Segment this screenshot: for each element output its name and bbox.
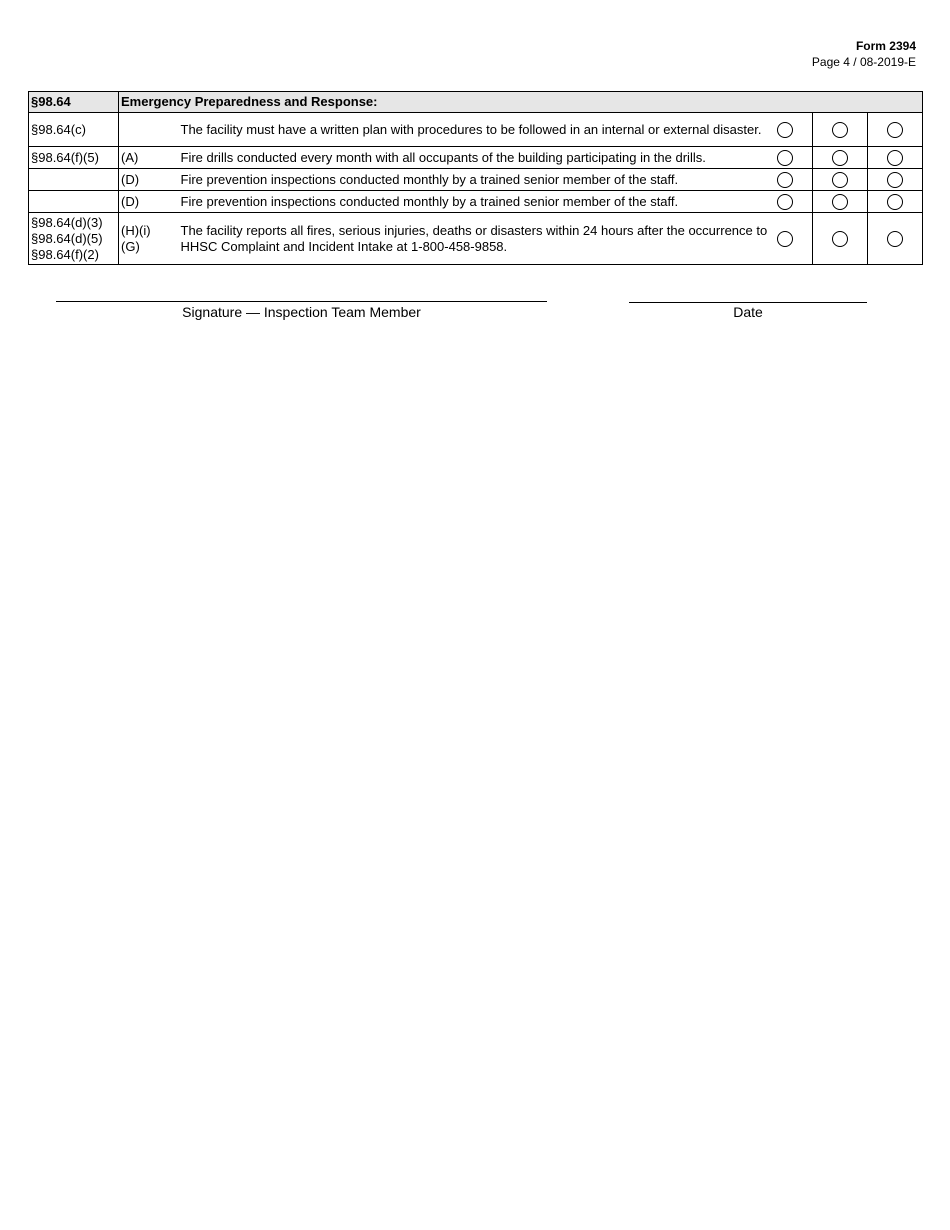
subsection-line: (H)(i) [121, 222, 151, 238]
compliance-radio-3[interactable] [887, 194, 903, 210]
radio-cell-3 [868, 113, 923, 147]
signature-label: Signature — Inspection Team Member [182, 304, 421, 320]
row-requirement-text: Fire drills conducted every month with all occupants of the building participating in the drills. [179, 147, 775, 169]
section-code: §98.64 [29, 92, 119, 113]
subsection-line: (G) [121, 238, 140, 254]
radio-cell-3 [868, 147, 923, 169]
signature-line[interactable] [56, 301, 547, 302]
emergency-preparedness-checklist [28, 91, 923, 265]
compliance-radio-1[interactable] [777, 231, 793, 247]
checklist-row [29, 147, 923, 169]
radio-cell-1 [775, 169, 813, 191]
row-requirement-text: Fire prevention inspections conducted monthly by a trained senior member of the staff. [179, 191, 775, 213]
compliance-radio-2[interactable] [832, 150, 848, 166]
compliance-radio-3[interactable] [887, 231, 903, 247]
date-label: Date [733, 304, 763, 320]
row-requirement-text: The facility must have a written plan with procedures to be followed in an internal or external disaster. [179, 113, 775, 147]
row-reference: §98.64(c) [29, 113, 119, 147]
section-title: Emergency Preparedness and Response: [119, 92, 923, 113]
compliance-radio-2[interactable] [832, 231, 848, 247]
radio-cell-1 [775, 191, 813, 213]
radio-cell-3 [868, 213, 923, 265]
radio-cell-3 [868, 191, 923, 213]
radio-cell-2 [813, 191, 868, 213]
row-reference [29, 191, 119, 213]
row-reference [29, 213, 119, 265]
row-subsection [119, 213, 179, 265]
radio-cell-2 [813, 213, 868, 265]
radio-cell-3 [868, 169, 923, 191]
checklist-row [29, 113, 923, 147]
row-reference [29, 169, 119, 191]
radio-cell-1 [775, 213, 813, 265]
compliance-radio-1[interactable] [777, 150, 793, 166]
row-subsection: (D) [119, 169, 179, 191]
section-header-row [29, 92, 923, 113]
radio-cell-2 [813, 169, 868, 191]
compliance-radio-2[interactable] [832, 194, 848, 210]
checklist-row [29, 169, 923, 191]
compliance-radio-1[interactable] [777, 194, 793, 210]
compliance-radio-1[interactable] [777, 172, 793, 188]
compliance-radio-3[interactable] [887, 150, 903, 166]
form-header [812, 38, 916, 70]
checklist-row [29, 191, 923, 213]
radio-cell-2 [813, 147, 868, 169]
compliance-radio-2[interactable] [832, 172, 848, 188]
row-requirement-text: Fire prevention inspections conducted monthly by a trained senior member of the staff. [179, 169, 775, 191]
compliance-radio-2[interactable] [832, 122, 848, 138]
reference-line: §98.64(d)(5) [31, 230, 103, 246]
form-number: Form 2394 [855, 39, 916, 53]
radio-cell-1 [775, 147, 813, 169]
row-reference: §98.64(f)(5) [29, 147, 119, 169]
date-line[interactable] [629, 302, 867, 303]
row-requirement-text: The facility reports all fires, serious injuries, deaths or disasters within 24 hours after the occurrence to HHSC Complaint and Incident Intake at 1-800-458-9858. [179, 213, 775, 265]
row-subsection [119, 113, 179, 147]
radio-cell-1 [775, 113, 813, 147]
row-subsection: (D) [119, 191, 179, 213]
row-subsection: (A) [119, 147, 179, 169]
reference-line: §98.64(d)(3) [31, 214, 103, 230]
compliance-radio-3[interactable] [887, 172, 903, 188]
radio-cell-2 [813, 113, 868, 147]
compliance-radio-3[interactable] [887, 122, 903, 138]
reference-line: §98.64(f)(2) [31, 246, 99, 262]
checklist-row [29, 213, 923, 265]
compliance-radio-1[interactable] [777, 122, 793, 138]
page-info: Page 4 / 08-2019-E [811, 55, 916, 69]
